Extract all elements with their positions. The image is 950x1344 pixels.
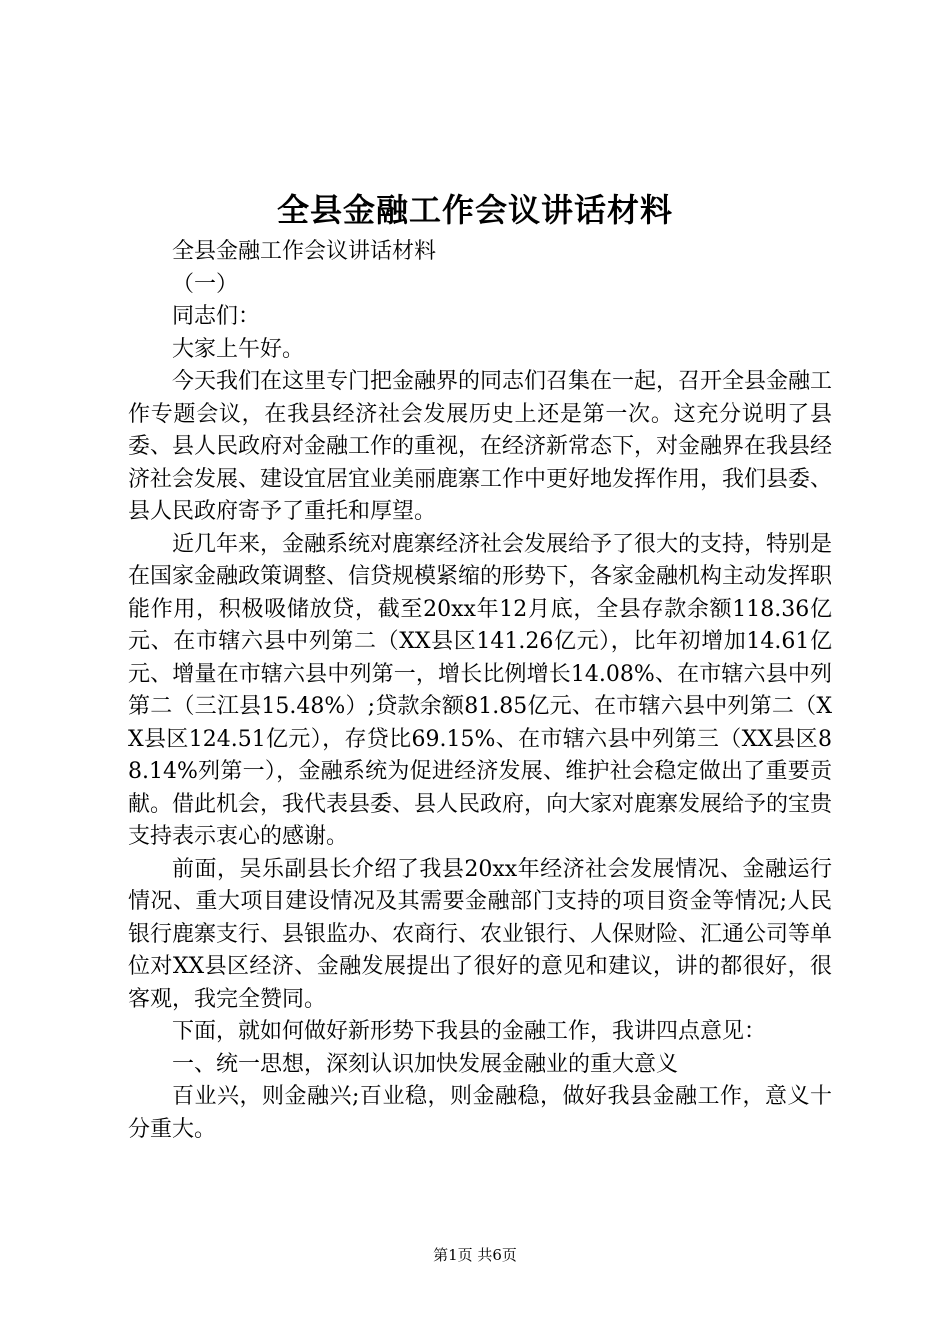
document-title: 全县金融工作会议讲话材料 — [276, 191, 673, 229]
document-body — [128, 236, 832, 1146]
section-number-paragraph: （一） — [172, 271, 239, 297]
page-footer: 第1页 共6页 — [433, 1246, 517, 1264]
body-paragraph: 今天我们在这里专门把金融界的同志们召集在一起，召开全县金融工作专题会议，在我县经济社会发展历史上还是第一次。这充分说明了县委、县人民政府对金融工作的重视，在经济新常态下，对金融界在我县经济社会发展、建设宜居宜业美丽鹿寨工作中更好地发挥作用，我们县委、县人民政府寄予了重托和厚望。 — [128, 369, 833, 524]
body-paragraph: 前面，吴乐副县长介绍了我县20xx年经济社会发展情况、金融运行情况、重大项目建设情况及其需要金融部门支持的项目资金等情况;人民银行鹿寨支行、县银监办、农商行、农业银行、人保财险、汇通公司等单位对XX县区经济、金融发展提出了很好的意见和建议，讲的都很好，很客观，我完全赞同。 — [128, 856, 833, 1012]
body-paragraph: 下面，就如何做好新形势下我县的金融工作，我讲四点意见： — [172, 1019, 767, 1044]
subtitle-paragraph: 全县金融工作会议讲话材料 — [172, 239, 437, 264]
body-paragraph: 百业兴，则金融兴;百业稳，则金融稳，做好我县金融工作，意义十分重大。 — [128, 1084, 832, 1142]
body-paragraph: 近几年来，金融系统对鹿寨经济社会发展给予了很大的支持，特别是在国家金融政策调整、信贷规模紧缩的形势下，各家金融机构主动发挥职能作用，积极吸储放贷，截至20xx年12月底，全县存款余额118.36亿元、在市辖六县中列第二（XX县区141.26亿元），比年初增加14.61亿元、增量在市辖六县中列第一，增长比例增长14.08%、在市辖六县中列第二（三江县15.48%）;贷款余额81.85亿元、在市辖六县中列第二（XX县区124.51亿元），存贷比69.15%、在市辖六县中列第三（XX县区88.14%列第一），金融系统为促进经济发展、维护社会稳定做出了重要贡献。借此机会，我代表县委、县人民政府，向大家对鹿寨发展给予的宝贵支持表示衷心的感谢。 — [128, 531, 833, 849]
greeting-paragraph: 大家上午好。 — [172, 336, 305, 362]
section-heading: 一、统一思想，深刻认识加快发展金融业的重大意义 — [172, 1051, 679, 1077]
salutation-paragraph: 同志们： — [172, 304, 261, 329]
